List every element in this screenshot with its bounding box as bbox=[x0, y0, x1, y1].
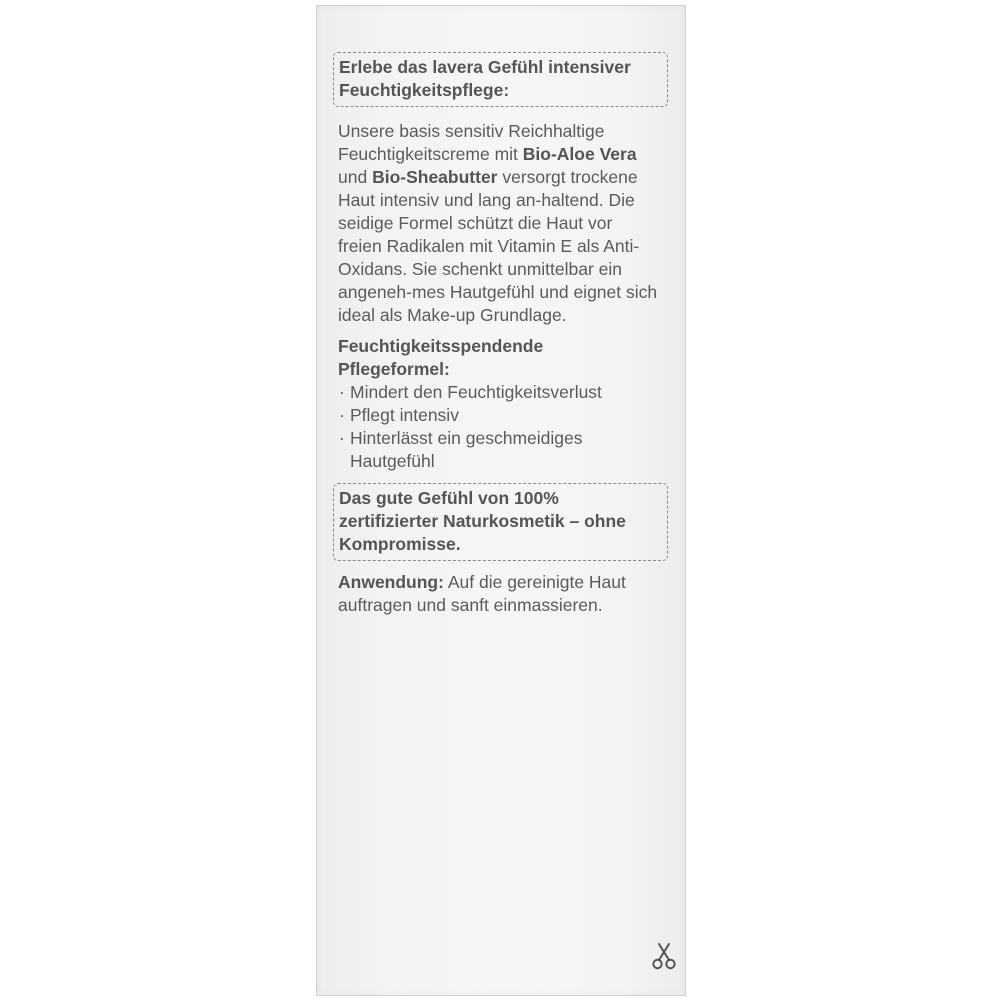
list-item-text: Hinterlässt ein geschmeidiges Hautgefühl bbox=[350, 428, 583, 471]
intro-heading: Erlebe das lavera Gefühl intensiver Feuchtigkeitspflege: bbox=[339, 57, 631, 100]
ingredient-aloe-vera: Bio-Aloe Vera bbox=[522, 144, 637, 164]
bullet-marker: · bbox=[339, 428, 345, 448]
list-item-text: Mindert den Feuchtigkeitsverlust bbox=[350, 382, 602, 402]
formula-heading: Feuchtigkeitsspendende Pflegeformel: bbox=[338, 336, 544, 379]
bullet-marker: · bbox=[339, 382, 345, 402]
list-item bbox=[338, 404, 658, 427]
description-text-2: und bbox=[338, 167, 373, 187]
usage-text: Auf die gereinigte Haut auftragen und sanft einmassieren. bbox=[338, 572, 626, 615]
claim-box bbox=[333, 483, 668, 561]
scissors-icon bbox=[649, 941, 679, 971]
intro-box bbox=[333, 52, 668, 107]
list-item-text: Pflegt intensiv bbox=[350, 405, 459, 425]
list-item bbox=[338, 427, 658, 473]
description-text-1: Unsere basis sensitiv Reichhaltige Feuchtigkeitscreme mit bbox=[338, 121, 605, 164]
description-text-3: versorgt trockene Haut intensiv und lang an-haltend. Die seidige Formel schützt die Haut vor freien Radikalen mit Vitamin E als Anti-Oxidans. Sie schenkt unmittelbar ein angeneh-mes Hautgefühl und eignet sich ideal als Make-up Grundlage. bbox=[338, 167, 658, 325]
list-item bbox=[338, 381, 658, 404]
naturkosmetik-claim: Das gute Gefühl von 100% zertifizierter Naturkosmetik – ohne Kompromisse. bbox=[339, 488, 626, 554]
packaging-text bbox=[338, 52, 658, 617]
bullet-marker: · bbox=[339, 405, 345, 425]
product-description bbox=[338, 120, 658, 327]
ingredient-sheabutter: Bio-Sheabutter bbox=[372, 167, 498, 187]
benefits-list bbox=[338, 381, 658, 473]
usage-instructions bbox=[338, 571, 658, 617]
usage-label: Anwendung: bbox=[338, 572, 444, 592]
